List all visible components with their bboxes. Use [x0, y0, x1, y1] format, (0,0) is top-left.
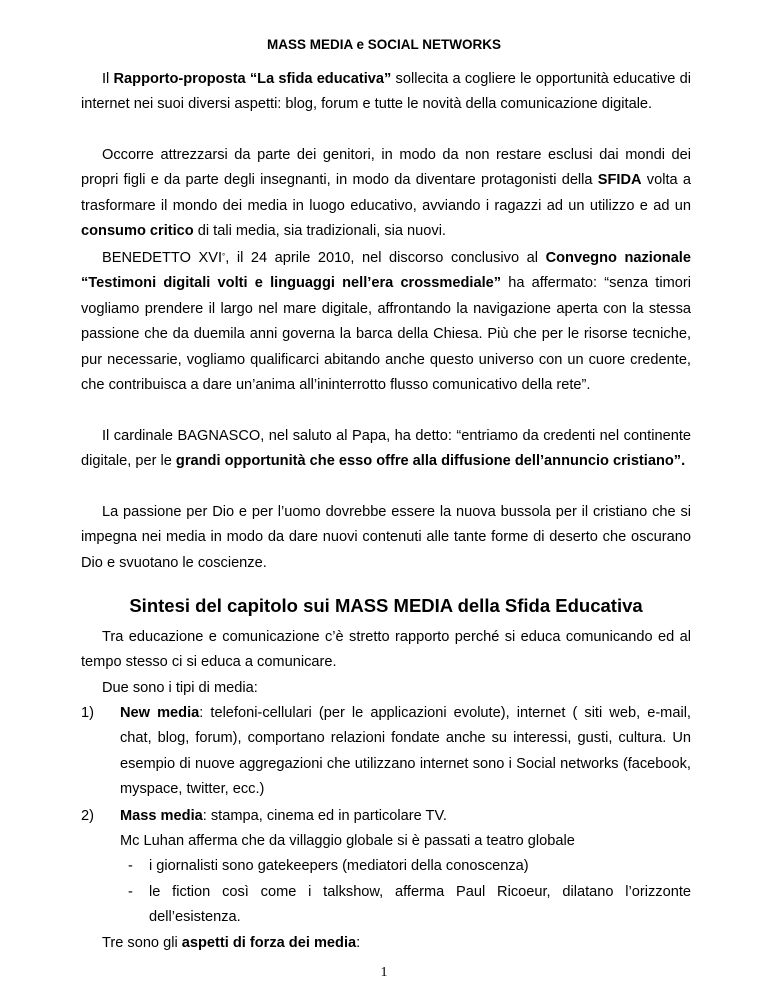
paragraph-aspetti-forza: Tre sono gli aspetti di forza dei media:	[102, 935, 361, 951]
document-title: MASS MEDIA e SOCIAL NETWORKS	[266, 37, 501, 52]
paragraph-rapporto: Il Rapporto-proposta “La sfida educativa” sollecita a cogliere le opportunità educative di internet nei suoi diversi aspetti: blog, forum e tutte le novità della comunicazione digitale.	[81, 71, 691, 113]
paragraph-educazione: Tra educazione e comunicazione c’è stretto rapporto perché si educa comunicando ed al tempo stesso ci si educa a comunicare.	[81, 629, 691, 671]
paragraph-bagnasco: Il cardinale BAGNASCO, nel saluto al Papa, ha detto: “entriamo da credenti nel continente digitale, per le grandi opportunità che esso offre alla diffusione dell’annuncio cristiano”.	[81, 428, 691, 470]
paragraph-benedetto: BENEDETTO XVI°, il 24 aprile 2010, nel discorso conclusivo al Convegno nazionale “Testimoni digitali volti e linguaggi nell’era crossmediale” ha affermato: “senza timori vogliamo prendere il largo nel mare digitale, affrontando la navigazione aperta con la stessa passione che da duemila anni governa la barca della Chiesa. Più che per le risorse tecniche, pur necessarie, vogliamo qualificarci abitando anche questo universo con un cuore credente, che contribuisca a dare un’anima all’ininterrotto flusso comunicativo della rete”.	[81, 250, 691, 394]
paragraph-passione: La passione per Dio e per l’uomo dovrebbe essere la nuova bussola per il cristiano che si impegna nei media in modo da dare nuovi contenuti alle tante forme di deserto che oscurano Dio e svuotano le coscienze.	[81, 504, 691, 571]
paragraph-genitori: Occorre attrezzarsi da parte dei genitori, in modo da non restare esclusi dai mondi dei propri figli e da parte degli insegnanti, in modo da diventare protagonisti della SFIDA volta a trasformare il mondo dei media in luogo educativo, avviando i ragazzi ad un utilizzo e ad un consumo critico di tali media, sia tradizionali, sia nuovi.	[81, 147, 691, 240]
section-heading: Sintesi del capitolo sui MASS MEDIA della Sfida Educativa	[129, 595, 643, 616]
paragraph-tipi-media: Due sono i tipi di media:	[102, 680, 258, 696]
page-number: 1	[380, 965, 388, 980]
